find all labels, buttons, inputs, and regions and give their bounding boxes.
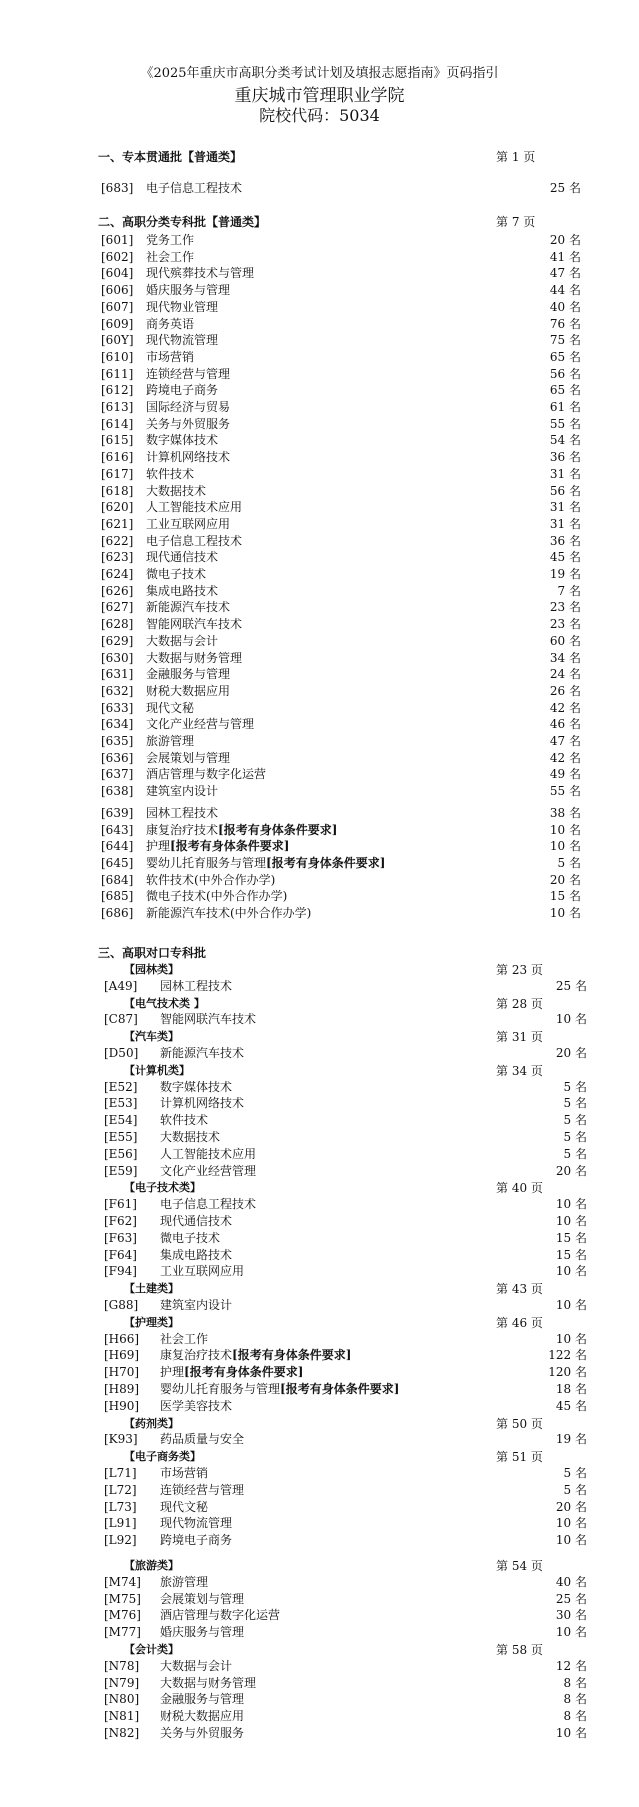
enrollment-count: 23 名 [549, 617, 581, 631]
enrollment-count: 23 名 [549, 600, 581, 614]
major-code: [610] [101, 350, 134, 364]
major-code: [617] [101, 467, 134, 481]
enrollment-count: 38 名 [549, 806, 581, 820]
major-name: 金融服务与管理 [160, 1692, 245, 1706]
category-page: 第 28 页 [496, 997, 543, 1011]
major-code: [D50] [104, 1046, 139, 1060]
enrollment-count: 61 名 [549, 400, 581, 414]
enrollment-count: 7 名 [557, 584, 581, 598]
major-name: 智能网联汽车技术 [146, 617, 243, 631]
major-code: [685] [101, 889, 134, 903]
major-code: [A49] [104, 979, 138, 993]
major-code: [618] [101, 484, 134, 498]
category-page: 第 31 页 [496, 1030, 543, 1044]
section-page: 第 7 页 [496, 215, 536, 229]
enrollment-count: 44 名 [549, 283, 581, 297]
major-name: 连锁经营与管理 [160, 1483, 245, 1497]
category-label: 【计算机类】 [124, 1064, 190, 1077]
category-page: 第 46 页 [496, 1316, 543, 1330]
major-name: 婚庆服务与管理 [146, 283, 231, 297]
major-code: [613] [101, 400, 134, 414]
major-code: [611] [101, 367, 134, 381]
major-code: [F94] [104, 1264, 137, 1278]
major-name: 婚庆服务与管理 [160, 1625, 245, 1639]
major-name: 市场营销 [146, 350, 195, 364]
enrollment-count: 10 名 [555, 1332, 587, 1346]
major-name: 财税大数据应用 [146, 684, 231, 698]
major-name: 婴幼儿托育服务与管理[报考有身体条件要求] [146, 856, 386, 870]
major-code: [644] [101, 839, 134, 853]
enrollment-count: 8 名 [563, 1709, 587, 1723]
major-code: [N79] [104, 1676, 140, 1690]
enrollment-count: 10 名 [549, 839, 581, 853]
enrollment-count: 5 名 [563, 1080, 587, 1094]
major-code: [643] [101, 823, 134, 837]
enrollment-count: 42 名 [549, 701, 581, 715]
major-code: [60Y] [101, 333, 134, 347]
major-code: [632] [101, 684, 134, 698]
enrollment-count: 5 名 [563, 1147, 587, 1161]
major-code: [631] [101, 667, 134, 681]
major-name: 园林工程技术 [160, 979, 233, 993]
major-code: [E55] [104, 1130, 138, 1144]
enrollment-count: 10 名 [555, 1516, 587, 1530]
category-page: 第 51 页 [496, 1450, 543, 1464]
category-label: 【护理类】 [124, 1316, 179, 1329]
enrollment-count: 60 名 [549, 634, 581, 648]
major-code: [623] [101, 550, 134, 564]
major-code: [602] [101, 250, 134, 264]
major-code: [638] [101, 784, 134, 798]
major-code: [E52] [104, 1080, 138, 1094]
major-code: [H66] [104, 1332, 140, 1346]
category-label: 【土建类】 [124, 1282, 179, 1295]
major-code: [N82] [104, 1726, 140, 1740]
enrollment-count: 56 名 [549, 367, 581, 381]
major-code: [F64] [104, 1248, 137, 1262]
major-code: [N80] [104, 1692, 140, 1706]
major-code: [645] [101, 856, 134, 870]
enrollment-count: 10 名 [555, 1298, 587, 1312]
major-name: 电子信息工程技术 [160, 1197, 257, 1211]
major-code: [634] [101, 717, 134, 731]
enrollment-count: 8 名 [563, 1676, 587, 1690]
major-name: 现代物流管理 [146, 333, 219, 347]
major-name: 新能源汽车技术 [160, 1046, 245, 1060]
major-name: 人工智能技术应用 [146, 500, 243, 514]
major-name: 党务工作 [146, 233, 195, 247]
major-name: 软件技术(中外合作办学) [146, 873, 276, 887]
enrollment-count: 76 名 [549, 317, 581, 331]
major-name: 旅游管理 [146, 734, 195, 748]
enrollment-count: 19 名 [555, 1432, 587, 1446]
major-name: 旅游管理 [160, 1575, 209, 1589]
enrollment-count: 47 名 [549, 734, 581, 748]
major-code: [M75] [104, 1592, 141, 1606]
major-code: [M76] [104, 1608, 141, 1622]
enrollment-count: 25 名 [555, 979, 587, 993]
major-code: [L92] [104, 1533, 137, 1547]
enrollment-count: 75 名 [549, 333, 581, 347]
major-code: [H89] [104, 1382, 140, 1396]
enrollment-count: 10 名 [549, 823, 581, 837]
enrollment-count: 25 名 [549, 181, 581, 195]
major-code: [E53] [104, 1096, 138, 1110]
major-name: 婴幼儿托育服务与管理[报考有身体条件要求] [160, 1382, 400, 1396]
major-code: [604] [101, 266, 134, 280]
enrollment-count: 20 名 [555, 1500, 587, 1514]
category-page: 第 43 页 [496, 1282, 543, 1296]
enrollment-count: 8 名 [563, 1692, 587, 1706]
major-name: 社会工作 [146, 250, 195, 264]
doc-title: 《2025年重庆市高职分类考试计划及填报志愿指南》页码指引 [140, 66, 499, 81]
enrollment-count: 10 名 [555, 1197, 587, 1211]
section-title: 三、高职对口专科批 [98, 946, 207, 960]
major-name: 现代文秘 [146, 701, 195, 715]
major-name: 计算机网络技术 [160, 1096, 245, 1110]
enrollment-count: 18 名 [555, 1382, 587, 1396]
major-name: 现代通信技术 [146, 550, 219, 564]
major-code: [L91] [104, 1516, 137, 1530]
major-name: 新能源汽车技术 [146, 600, 231, 614]
major-code: [607] [101, 300, 134, 314]
requirement-note: [报考有身体条件要求] [218, 823, 338, 837]
major-code: [M77] [104, 1625, 141, 1639]
major-name: 现代物业管理 [146, 300, 219, 314]
enrollment-count: 65 名 [549, 383, 581, 397]
major-name: 微电子技术(中外合作办学) [146, 889, 288, 903]
major-code: [622] [101, 534, 134, 548]
major-code: [684] [101, 873, 134, 887]
major-name: 智能网联汽车技术 [160, 1012, 257, 1026]
major-name: 工业互联网应用 [160, 1264, 245, 1278]
category-label: 【电气技术类 】 [124, 997, 205, 1010]
major-name: 电子信息工程技术 [146, 534, 243, 548]
major-code: [635] [101, 734, 134, 748]
enrollment-count: 19 名 [549, 567, 581, 581]
major-code: [H90] [104, 1399, 140, 1413]
major-code: [601] [101, 233, 134, 247]
major-code: [630] [101, 651, 134, 665]
major-code: [606] [101, 283, 134, 297]
major-code: [614] [101, 417, 134, 431]
major-name: 会展策划与管理 [146, 751, 231, 765]
major-name: 商务英语 [146, 317, 195, 331]
major-name: 建筑室内设计 [160, 1298, 233, 1312]
major-code: [616] [101, 450, 134, 464]
requirement-note: [报考有身体条件要求] [280, 1382, 400, 1396]
major-code: [H70] [104, 1365, 140, 1379]
section-title: 二、高职分类专科批【普通类】 [98, 215, 267, 229]
major-code: [F62] [104, 1214, 137, 1228]
enrollment-count: 31 名 [549, 517, 581, 531]
major-name: 会展策划与管理 [160, 1592, 245, 1606]
enrollment-count: 20 名 [555, 1164, 587, 1178]
major-name: 数字媒体技术 [160, 1080, 233, 1094]
major-name: 金融服务与管理 [146, 667, 231, 681]
major-name: 国际经济与贸易 [146, 400, 231, 414]
major-name: 电子信息工程技术 [146, 181, 243, 195]
enrollment-count: 5 名 [563, 1483, 587, 1497]
major-name: 人工智能技术应用 [160, 1147, 257, 1161]
category-label: 【园林类】 [124, 963, 179, 976]
major-name: 连锁经营与管理 [146, 367, 231, 381]
major-code: [N78] [104, 1659, 140, 1673]
major-name: 新能源汽车技术(中外合作办学) [146, 906, 312, 920]
category-label: 【电子商务类】 [124, 1450, 201, 1463]
major-code: [E59] [104, 1164, 138, 1178]
major-name: 医学美容技术 [160, 1399, 233, 1413]
major-code: [L71] [104, 1466, 137, 1480]
requirement-note: [报考有身体条件要求] [170, 839, 290, 853]
major-code: [633] [101, 701, 134, 715]
enrollment-count: 49 名 [549, 767, 581, 781]
enrollment-count: 15 名 [555, 1231, 587, 1245]
major-name: 微电子技术 [160, 1231, 221, 1245]
enrollment-count: 15 名 [555, 1248, 587, 1262]
enrollment-count: 24 名 [549, 667, 581, 681]
category-page: 第 58 页 [496, 1643, 543, 1657]
enrollment-count: 15 名 [549, 889, 581, 903]
major-name: 跨境电子商务 [160, 1533, 233, 1547]
major-name: 酒店管理与数字化运营 [160, 1608, 281, 1622]
major-code: [N81] [104, 1709, 140, 1723]
major-name: 关务与外贸服务 [146, 417, 231, 431]
major-code: [683] [101, 181, 134, 195]
enrollment-count: 122 名 [548, 1348, 587, 1362]
major-name: 康复治疗技术[报考有身体条件要求] [160, 1348, 352, 1362]
major-code: [G88] [104, 1298, 139, 1312]
category-page: 第 50 页 [496, 1417, 543, 1431]
major-code: [627] [101, 600, 134, 614]
major-code: [621] [101, 517, 134, 531]
enrollment-count: 5 名 [563, 1466, 587, 1480]
enrollment-count: 55 名 [549, 417, 581, 431]
major-code: [L72] [104, 1483, 137, 1497]
major-name: 文化产业经营与管理 [146, 717, 255, 731]
category-page: 第 40 页 [496, 1181, 543, 1195]
major-code: [624] [101, 567, 134, 581]
major-name: 大数据与会计 [146, 634, 219, 648]
enrollment-count: 34 名 [549, 651, 581, 665]
major-code: [636] [101, 751, 134, 765]
enrollment-count: 20 名 [549, 233, 581, 247]
major-name: 数字媒体技术 [146, 433, 219, 447]
major-name: 跨境电子商务 [146, 383, 219, 397]
enrollment-count: 10 名 [549, 906, 581, 920]
enrollment-count: 65 名 [549, 350, 581, 364]
major-code: [M74] [104, 1575, 141, 1589]
major-code: [615] [101, 433, 134, 447]
major-name: 现代文秘 [160, 1500, 209, 1514]
section-title: 一、专本贯通批【普通类】 [98, 150, 243, 164]
enrollment-count: 30 名 [555, 1608, 587, 1622]
school-code: 院校代码：5034 [259, 106, 380, 125]
major-code: [609] [101, 317, 134, 331]
major-name: 现代物流管理 [160, 1516, 233, 1530]
major-code: [686] [101, 906, 134, 920]
major-name: 市场营销 [160, 1466, 209, 1480]
major-name: 建筑室内设计 [146, 784, 219, 798]
enrollment-count: 56 名 [549, 484, 581, 498]
enrollment-count: 36 名 [549, 450, 581, 464]
enrollment-count: 5 名 [563, 1096, 587, 1110]
major-name: 护理[报考有身体条件要求] [160, 1365, 304, 1379]
requirement-note: [报考有身体条件要求] [266, 856, 386, 870]
category-label: 【药剂类】 [124, 1417, 179, 1430]
enrollment-count: 10 名 [555, 1726, 587, 1740]
enrollment-count: 41 名 [549, 250, 581, 264]
major-code: [628] [101, 617, 134, 631]
major-name: 文化产业经营管理 [160, 1164, 257, 1178]
major-code: [612] [101, 383, 134, 397]
enrollment-count: 42 名 [549, 751, 581, 765]
major-name: 软件技术 [146, 467, 195, 481]
enrollment-count: 120 名 [548, 1365, 587, 1379]
major-name: 大数据技术 [160, 1130, 221, 1144]
enrollment-count: 55 名 [549, 784, 581, 798]
school-name: 重庆城市管理职业学院 [234, 86, 405, 106]
major-code: [K93] [104, 1432, 138, 1446]
enrollment-count: 12 名 [555, 1659, 587, 1673]
major-name: 工业互联网应用 [146, 517, 231, 531]
major-name: 关务与外贸服务 [160, 1726, 245, 1740]
major-code: [629] [101, 634, 134, 648]
major-name: 大数据与财务管理 [160, 1676, 257, 1690]
requirement-note: [报考有身体条件要求] [184, 1365, 304, 1379]
major-name: 大数据与会计 [160, 1659, 233, 1673]
major-name: 微电子技术 [146, 567, 207, 581]
enrollment-count: 10 名 [555, 1533, 587, 1547]
section-page: 第 1 页 [496, 150, 536, 164]
enrollment-count: 20 名 [555, 1046, 587, 1060]
requirement-note: [报考有身体条件要求] [232, 1348, 352, 1362]
major-name: 集成电路技术 [160, 1248, 233, 1262]
major-name: 大数据技术 [146, 484, 207, 498]
major-name: 计算机网络技术 [146, 450, 231, 464]
major-name: 园林工程技术 [146, 806, 219, 820]
major-code: [637] [101, 767, 134, 781]
major-code: [E56] [104, 1147, 138, 1161]
enrollment-count: 10 名 [555, 1012, 587, 1026]
enrollment-count: 26 名 [549, 684, 581, 698]
enrollment-count: 45 名 [549, 550, 581, 564]
major-code: [F63] [104, 1231, 137, 1245]
category-label: 【电子技术类】 [124, 1181, 201, 1194]
enrollment-count: 40 名 [555, 1575, 587, 1589]
enrollment-count: 5 名 [563, 1130, 587, 1144]
category-label: 【旅游类】 [124, 1559, 179, 1572]
enrollment-count: 54 名 [549, 433, 581, 447]
major-name: 大数据与财务管理 [146, 651, 243, 665]
major-code: [F61] [104, 1197, 137, 1211]
major-name: 集成电路技术 [146, 584, 219, 598]
major-code: [H69] [104, 1348, 140, 1362]
category-page: 第 34 页 [496, 1064, 543, 1078]
category-label: 【会计类】 [124, 1643, 179, 1656]
major-name: 社会工作 [160, 1332, 209, 1346]
enrollment-count: 5 名 [563, 1113, 587, 1127]
enrollment-count: 31 名 [549, 467, 581, 481]
enrollment-count: 10 名 [555, 1625, 587, 1639]
category-page: 第 54 页 [496, 1559, 543, 1573]
enrollment-count: 40 名 [549, 300, 581, 314]
enrollment-count: 10 名 [555, 1264, 587, 1278]
enrollment-count: 20 名 [549, 873, 581, 887]
major-code: [639] [101, 806, 134, 820]
enrollment-count: 10 名 [555, 1214, 587, 1228]
category-page: 第 23 页 [496, 963, 543, 977]
major-code: [L73] [104, 1500, 137, 1514]
enrollment-count: 31 名 [549, 500, 581, 514]
major-name: 酒店管理与数字化运营 [146, 767, 267, 781]
major-name: 财税大数据应用 [160, 1709, 245, 1723]
enrollment-count: 5 名 [557, 856, 581, 870]
major-name: 现代通信技术 [160, 1214, 233, 1228]
enrollment-count: 25 名 [555, 1592, 587, 1606]
major-code: [C87] [104, 1012, 138, 1026]
major-code: [626] [101, 584, 134, 598]
category-label: 【汽车类】 [124, 1030, 179, 1043]
major-name: 药品质量与安全 [160, 1432, 245, 1446]
major-name: 护理[报考有身体条件要求] [146, 839, 290, 853]
enrollment-count: 45 名 [555, 1399, 587, 1413]
enrollment-count: 46 名 [549, 717, 581, 731]
major-name: 现代殡葬技术与管理 [146, 266, 255, 280]
major-code: [E54] [104, 1113, 138, 1127]
major-name: 康复治疗技术[报考有身体条件要求] [146, 823, 338, 837]
major-name: 软件技术 [160, 1113, 209, 1127]
enrollment-count: 36 名 [549, 534, 581, 548]
enrollment-count: 47 名 [549, 266, 581, 280]
major-code: [620] [101, 500, 134, 514]
